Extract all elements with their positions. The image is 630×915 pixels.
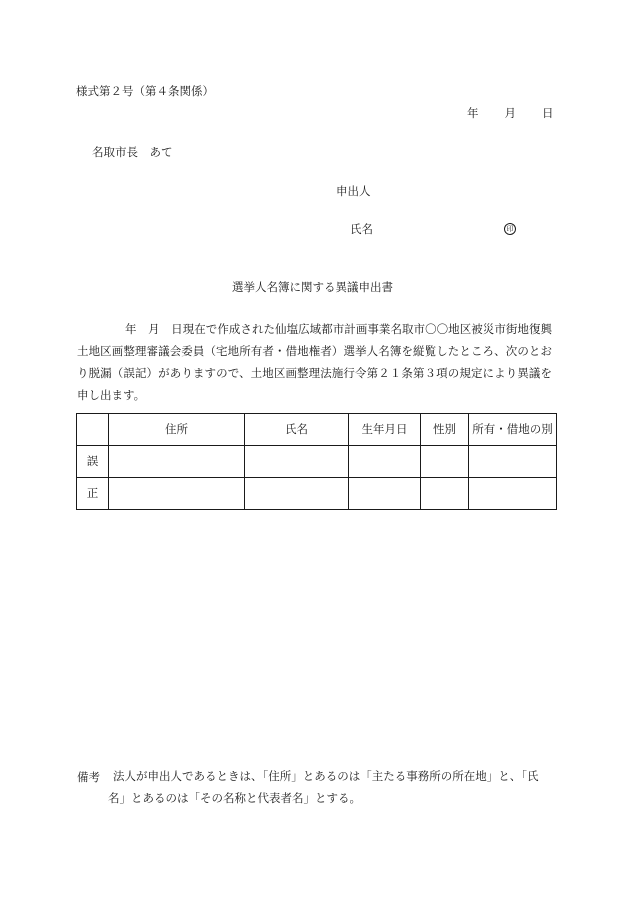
row-label-error: 誤 bbox=[77, 446, 109, 478]
table-header-blank bbox=[77, 414, 109, 446]
cell-gender-error[interactable] bbox=[421, 446, 469, 478]
seal-mark: 印 bbox=[504, 223, 516, 235]
addressee: 名取市長 あて bbox=[92, 145, 173, 159]
name-label: 氏名 bbox=[350, 222, 373, 236]
cell-address-correct[interactable] bbox=[109, 478, 245, 510]
table-row-correct bbox=[77, 478, 557, 510]
form-number: 様式第２号（第４条関係） bbox=[76, 84, 214, 98]
cell-birthdate-error[interactable] bbox=[349, 446, 421, 478]
applicant-label: 申出人 bbox=[336, 184, 371, 198]
cell-name-error[interactable] bbox=[245, 446, 349, 478]
cell-ownership-error[interactable] bbox=[469, 446, 557, 478]
cell-name-correct[interactable] bbox=[245, 478, 349, 510]
cell-ownership-correct[interactable] bbox=[469, 478, 557, 510]
table-row-error bbox=[77, 446, 557, 478]
table-header-name: 氏名 bbox=[245, 414, 349, 446]
remarks-text: 法人が申出人であるときは、「住所」とあるのは「主たる事務所の所在地」と、「氏名」とあるのは「その名称と代表者名」とする。 bbox=[108, 769, 539, 805]
remarks-label: 備考 bbox=[77, 770, 100, 784]
date-month: 月 bbox=[504, 106, 516, 120]
body-paragraph: 年 月 日現在で作成された仙塩広域都市計画事業名取市〇〇地区被災市街地復興土地区画整理審議会委員（宅地所有者・借地権者）選挙人名簿を縦覧したところ、次のとおり脱漏（誤記）がありますので、土地区画整理法施行令第２１条第３項の規定により異議を申し出ます。 bbox=[77, 322, 552, 402]
table-header-row bbox=[77, 414, 557, 446]
table-header-address: 住所 bbox=[109, 414, 245, 446]
table-header-ownership: 所有・借地の別 bbox=[469, 414, 557, 446]
row-label-correct: 正 bbox=[77, 478, 109, 510]
date-line bbox=[467, 106, 554, 120]
objection-table bbox=[76, 413, 557, 510]
cell-birthdate-correct[interactable] bbox=[349, 478, 421, 510]
document-title: 選挙人名簿に関する異議申出書 bbox=[232, 280, 393, 294]
cell-gender-correct[interactable] bbox=[421, 478, 469, 510]
table-header-birthdate: 生年月日 bbox=[349, 414, 421, 446]
table-header-gender: 性別 bbox=[421, 414, 469, 446]
date-day: 日 bbox=[542, 106, 554, 120]
cell-address-error[interactable] bbox=[109, 446, 245, 478]
date-year: 年 bbox=[467, 106, 479, 120]
